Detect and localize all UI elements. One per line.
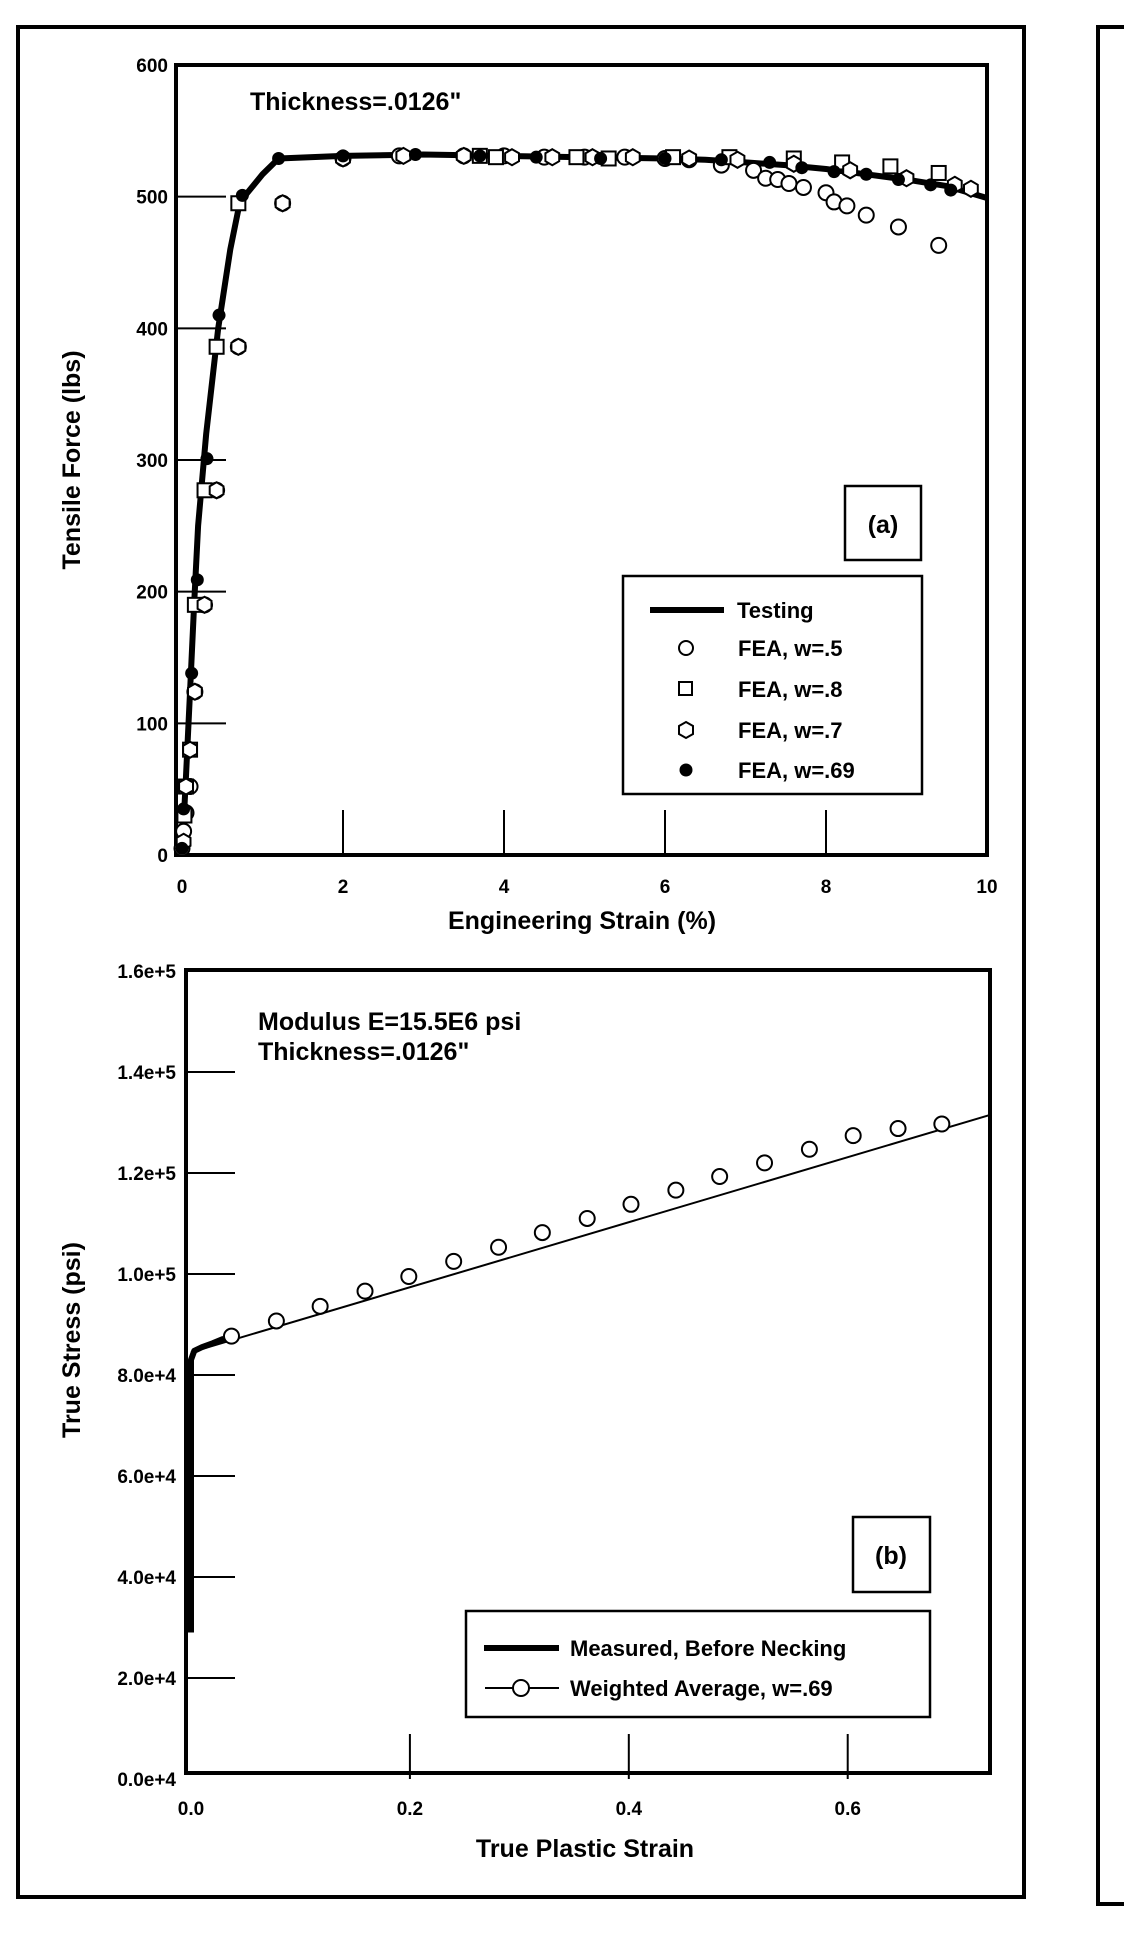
chart-b-annotation-line-1: Modulus E=15.5E6 psi (258, 1008, 522, 1036)
open-circle-marker (796, 180, 811, 195)
chart-a-panel-label-box (845, 486, 921, 560)
outer-frame-right-figure-edge (1098, 27, 1124, 1904)
open-circle-marker (931, 238, 946, 253)
filled-circle-marker (795, 161, 808, 174)
series-line (191, 1115, 990, 1352)
x-tick-label: 8 (820, 877, 832, 898)
filled-circle-marker (715, 153, 728, 166)
open-square-marker (210, 340, 224, 354)
open-hexagon-marker (188, 684, 202, 700)
open-hexagon-marker (198, 597, 212, 613)
chart-a-panel-label: (a) (867, 511, 899, 539)
open-circle-marker (891, 219, 906, 234)
filled-circle-marker (236, 189, 249, 202)
legend-fea-w5-label: FEA, w=.5 (738, 636, 843, 661)
open-circle-marker (839, 198, 854, 213)
open-circle-marker (781, 176, 796, 191)
x-tick-label: 6 (659, 877, 671, 898)
filled-circle-marker (860, 168, 873, 181)
chart-b-panel-label-box (853, 1517, 930, 1592)
filled-circle-marker (409, 148, 422, 161)
legend-testing-label: Testing (737, 598, 814, 623)
chart-b-x-axis-label: True Plastic Strain (475, 1835, 695, 1863)
chart-b-y-axis-label: True Stress (psi) (58, 1242, 86, 1438)
legend-weighted-circle-icon (513, 1680, 529, 1696)
series-line (191, 1339, 224, 1633)
filled-circle-marker (213, 309, 226, 322)
chart-a-y-axis-label: Tensile Force (lbs) (58, 350, 86, 570)
filled-circle-marker (924, 178, 937, 191)
y-tick-label: 1.6e+5 (117, 962, 176, 983)
chart-b (58, 962, 990, 1863)
open-circle-marker (446, 1254, 461, 1269)
x-tick-label: 0.6 (834, 1799, 861, 1820)
filled-circle-marker (659, 152, 672, 165)
open-hexagon-marker (457, 148, 471, 164)
open-hexagon-marker (396, 148, 410, 164)
open-square-marker (932, 166, 946, 180)
legend-measured-label: Measured, Before Necking (570, 1636, 847, 1661)
legend-open-hexagon-icon (679, 722, 693, 738)
y-tick-label: 400 (136, 319, 168, 341)
y-tick-label: 1.2e+5 (117, 1164, 176, 1185)
open-hexagon-marker (682, 151, 696, 167)
open-square-marker (489, 150, 503, 164)
y-tick-label: 1.4e+5 (117, 1063, 176, 1084)
x-tick-label: 2 (337, 877, 349, 898)
chart-a (58, 56, 998, 935)
filled-circle-marker (272, 152, 285, 165)
open-circle-marker (802, 1142, 817, 1157)
open-hexagon-marker (183, 742, 197, 758)
legend-open-circle-icon (679, 641, 693, 655)
legend-weighted-label: Weighted Average, w=.69 (570, 1676, 833, 1701)
open-circle-marker (757, 1155, 772, 1170)
open-circle-marker (668, 1183, 683, 1198)
open-circle-marker (623, 1197, 638, 1212)
legend-fea-w69-label: FEA, w=.69 (738, 758, 855, 783)
y-tick-label: 100 (136, 714, 168, 736)
open-hexagon-marker (231, 339, 245, 355)
open-circle-marker (401, 1269, 416, 1284)
open-hexagon-marker (843, 162, 857, 178)
chart-a-annotation: Thickness=.0126" (250, 88, 462, 116)
open-circle-marker (934, 1117, 949, 1132)
open-circle-marker (712, 1169, 727, 1184)
filled-circle-marker (892, 173, 905, 186)
chart-a-legend (623, 576, 922, 794)
y-tick-label: 6.0e+4 (117, 1467, 176, 1488)
open-hexagon-marker (505, 149, 519, 165)
open-hexagon-marker (210, 482, 224, 498)
legend-fea-w8-label: FEA, w=.8 (738, 677, 843, 702)
filled-circle-marker (530, 151, 543, 164)
filled-circle-marker (473, 149, 486, 162)
filled-circle-marker (828, 165, 841, 178)
legend-filled-circle-icon (680, 764, 693, 777)
legend-fea-w7-label: FEA, w=.7 (738, 718, 843, 743)
y-tick-label: 8.0e+4 (117, 1366, 176, 1387)
y-tick-label: 0.0e+4 (117, 1770, 176, 1791)
x-tick-label: 4 (498, 877, 510, 898)
y-tick-label: 0 (157, 846, 168, 867)
open-circle-marker (891, 1121, 906, 1136)
open-square-marker (569, 150, 583, 164)
filled-circle-marker (594, 152, 607, 165)
x-tick-label: 0.2 (396, 1799, 424, 1820)
chart-a-x-axis-label: Engineering Strain (%) (447, 907, 717, 935)
y-tick-label: 500 (136, 187, 168, 209)
series-weighted-average-w-69 (191, 1115, 990, 1352)
open-circle-marker (580, 1211, 595, 1226)
y-tick-label: 2.0e+4 (117, 1669, 176, 1690)
filled-circle-marker (763, 156, 776, 169)
open-circle-marker (859, 208, 874, 223)
open-circle-marker (846, 1128, 861, 1143)
chart-b-panel-label: (b) (875, 1542, 907, 1570)
y-tick-label: 200 (136, 582, 168, 604)
series-measured-before-necking (191, 1339, 224, 1633)
filled-circle-marker (944, 184, 957, 197)
filled-circle-marker (200, 452, 213, 465)
y-tick-label: 1.0e+5 (117, 1265, 176, 1286)
open-circle-marker (269, 1313, 284, 1328)
x-tick-label: 0.4 (615, 1799, 643, 1820)
open-hexagon-marker (276, 195, 290, 211)
filled-circle-marker (185, 667, 198, 680)
chart-b-y-axis (117, 962, 235, 1791)
open-circle-marker (535, 1225, 550, 1240)
open-circle-marker (224, 1329, 239, 1344)
filled-circle-marker (176, 842, 189, 855)
open-hexagon-marker (964, 181, 978, 197)
open-hexagon-marker (179, 779, 193, 795)
y-tick-label: 600 (136, 56, 168, 77)
open-hexagon-marker (626, 149, 640, 165)
open-circle-marker (491, 1240, 506, 1255)
x-tick-label: 0.0 (177, 1799, 205, 1820)
filled-circle-marker (191, 573, 204, 586)
legend-open-square-icon (679, 682, 692, 695)
chart-b-legend (466, 1611, 930, 1717)
x-tick-label: 0 (176, 877, 188, 898)
open-hexagon-marker (731, 152, 745, 168)
filled-circle-marker (177, 802, 190, 815)
y-tick-label: 300 (136, 451, 168, 472)
x-tick-label: 10 (976, 877, 998, 898)
chart-b-x-axis (178, 1734, 861, 1820)
chart-b-annotation-line-2: Thickness=.0126" (258, 1038, 470, 1066)
open-circle-marker (313, 1299, 328, 1314)
filled-circle-marker (337, 149, 350, 162)
y-tick-label: 4.0e+4 (117, 1568, 176, 1589)
open-hexagon-marker (545, 149, 559, 165)
open-circle-marker (358, 1284, 373, 1299)
open-square-marker (883, 159, 897, 173)
